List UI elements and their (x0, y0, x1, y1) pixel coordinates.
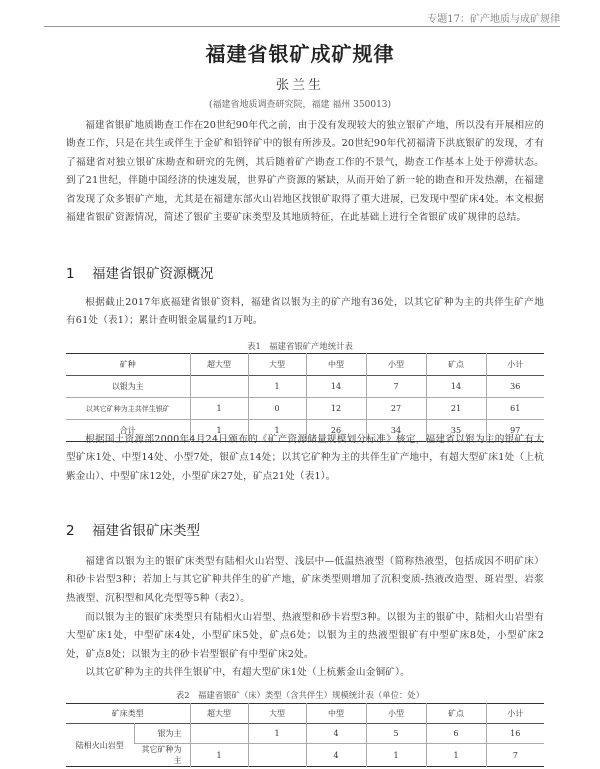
section1-paragraph-2: 根据国土资源部2000年4月24日颁布的《矿产资源储量规模划分标准》核定，福建省以银为主的银矿有大型矿床1处、中型14处、小型7处，银矿点14处；以其它矿种为主的共伴生矿产地中，有超大型矿床1处（上杭紫金山）、中型矿床12处，小型矿床27处，矿点21处（表1）。 (66, 434, 544, 482)
table-cell: 61 (486, 398, 544, 420)
article-title: 福建省银矿成矿规律 (205, 42, 395, 66)
table-row (66, 398, 544, 420)
table-cell: 0 (248, 398, 306, 420)
header-rule (44, 26, 560, 27)
table-cell: 1 (190, 398, 248, 420)
section-number: 2 (66, 523, 75, 539)
table-cell: 合计 (119, 426, 136, 435)
table-cell: 16 (486, 724, 544, 744)
table-cell: 7 (366, 376, 426, 398)
table-cell: 21 (426, 398, 486, 420)
section-title: 福建省银矿资源概况 (92, 266, 214, 282)
table-header-cell: 大型 (248, 704, 306, 724)
table-cell: 34 (366, 420, 426, 442)
table-header-cell: 矿床类型 (111, 709, 144, 718)
table-header-cell: 中型 (306, 704, 366, 724)
table-header-row (66, 354, 544, 376)
table-cell: 27 (366, 398, 426, 420)
table-cell: 1 (248, 376, 306, 398)
section1-paragraph-1: 根据截止2017年底福建省银矿资料，福建省以银为主的矿产地有36处，以其它矿种为主的共伴生矿产地有61处（表1）；累计查明银金属量约1万吨。 (66, 297, 544, 327)
section-number: 1 (66, 266, 75, 282)
table-cell: 1 (190, 420, 248, 442)
table-cell (248, 744, 306, 767)
table-header-cell: 中型 (306, 354, 366, 376)
table-cell: 6 (426, 724, 486, 744)
table-cell: 1 (426, 744, 486, 767)
table-header-cell: 小计 (486, 704, 544, 724)
section-heading-1 (66, 262, 214, 282)
table-cell: 4 (306, 724, 366, 744)
table-header-cell: 小计 (486, 354, 544, 376)
table-cell: 银为主 (134, 724, 190, 744)
table-header-cell: 小型 (366, 354, 426, 376)
table-cell: 26 (306, 420, 366, 442)
table-cell: 12 (306, 398, 366, 420)
table-cell (190, 376, 248, 398)
abstract-paragraph: 福建省银矿地质勘查工作在20世纪90年代之前，由于没有发现较大的独立银矿产地，所以没有开展相应的勘查工作，只是在共生或伴生于金矿和铅锌矿中的银有所涉及。20世纪90年代初福清下洪底银矿的发现，才有了福建省对独立银矿床勘查和研究的先例，其后随着矿产勘查工作的不景气，勘查工作基本上处于停滞状态。到了21世纪，伴随中国经济的快速发展，世界矿产资源的紧缺，从而开始了新一轮的勘查和开发热潮，在福建省发现了众多银矿产地，尤其是在福建东部火山岩地区找银矿取得了重大进展，已发现中型矿床4处。本文根据福建省银矿资源情况，简述了银矿主要矿床类型及其地质特征，在此基础上进行全省银矿成矿规律的总结。 (66, 120, 544, 224)
table-cell: 4 (306, 744, 366, 767)
table-cell: 7 (486, 744, 544, 767)
table-cell: 35 (426, 420, 486, 442)
table-cell (190, 724, 248, 744)
table-cell: 以其它矿种为主共伴生银矿 (85, 404, 170, 413)
table1-caption: 表1 福建省银矿产地统计表 (247, 341, 353, 351)
section2-paragraph-3: 以其它矿种为主的共伴生银矿中，有超大型矿床1处（上杭紫金山金铜矿）。 (85, 667, 410, 678)
table-group-cell: 陆相火山岩型 (66, 724, 134, 767)
table-cell: 97 (486, 420, 544, 442)
table-header-cell: 超大型 (190, 704, 248, 724)
table-header-cell: 超大型 (190, 354, 248, 376)
table-header-row (66, 704, 544, 724)
table2-caption: 表2 福建省银矿（床）类型（含共伴生）规模统计表（单位：处） (175, 690, 425, 700)
table-cell: 14 (426, 376, 486, 398)
section2-paragraph-2: 而以银为主的银矿床类型只有陆相火山岩型、热液型和砂卡岩型3种。以银为主的银矿中，陆相火山岩型有大型矿床1处，中型矿床4处，小型矿床5处，矿点6处；以银为主的热液型银矿有中型矿床8处，小型矿床2处，矿点8处；以银为主的砂卡岩型银矿有中型矿床2处。 (66, 612, 544, 660)
table-header-cell: 大型 (248, 354, 306, 376)
table-cell: 1 (248, 724, 306, 744)
table-cell: 36 (486, 376, 544, 398)
table-cell: 14 (306, 376, 366, 398)
table-header-cell: 小型 (366, 704, 426, 724)
table2 (66, 703, 544, 767)
table-row (66, 376, 544, 398)
table-cell: 其它矿种为主 (141, 745, 182, 765)
table-header-cell: 矿点 (426, 704, 486, 724)
table-cell: 以银为主 (111, 382, 144, 391)
table-cell: 1 (366, 744, 426, 767)
table-row (66, 744, 544, 767)
section-heading-2 (66, 519, 200, 539)
author-name: 张兰生 (275, 78, 324, 93)
section-title: 福建省银矿床类型 (92, 523, 200, 539)
table1 (66, 353, 544, 442)
table-cell: 1 (190, 744, 248, 767)
section2-paragraph-1: 福建省以银为主的银矿床类型有陆相火山岩型、浅层中—低温热液型（简称热液型，包括成因不明矿床）和砂卡岩型3种；若加上与其它矿种共伴生的矿产地，矿床类型则增加了沉积变质-热液改造型、斑岩型、岩浆热液型、沉积型和风化壳型等5种（表2）。 (66, 556, 544, 604)
author-affiliation: (福建省地质调查研究院，福建 福州 350013) (208, 100, 392, 110)
table-header-cell: 矿点 (426, 354, 486, 376)
running-head: 专题17：矿产地质与成矿规律 (427, 14, 560, 25)
table-row (66, 724, 544, 744)
table-cell: 1 (248, 420, 306, 442)
table-header-cell: 矿种 (119, 360, 136, 369)
table-cell: 5 (366, 724, 426, 744)
